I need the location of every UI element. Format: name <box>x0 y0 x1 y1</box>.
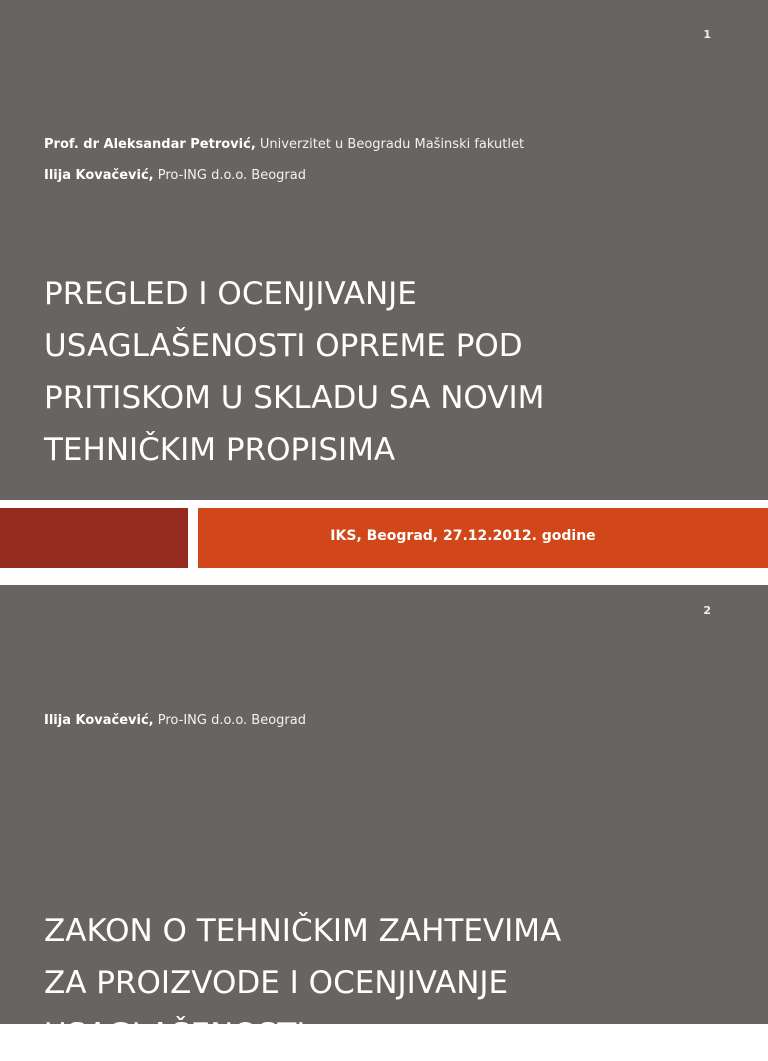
author-affiliation: Pro-ING d.o.o. Beograd <box>153 168 306 183</box>
slide-number: 2 <box>703 604 711 617</box>
slide-2 <box>0 585 768 1053</box>
slide-number: 1 <box>703 28 711 41</box>
author-line-1 <box>44 137 524 152</box>
author-affiliation: Pro-ING d.o.o. Beograd <box>153 713 306 728</box>
footer-band-accent <box>0 508 188 568</box>
slide-1 <box>0 0 768 500</box>
slide-title: ZAKON O TEHNIČKIM ZAHTEVIMA ZA PROIZVODE I OCENJIVANJE USAGLAŠENOSTI <box>44 913 562 1053</box>
author-affiliation: Univerzitet u Beogradu Mašinski fakutlet <box>255 137 525 152</box>
footer-band <box>198 508 768 568</box>
footer-event-text: IKS, Beograd, 27.12.2012. godine <box>330 528 596 544</box>
slide-title: PREGLED I OCENJIVANJE USAGLAŠENOSTI OPREME POD PRITISKOM U SKLADU SA NOVIM TEHNIČKIM PROPISIMA <box>44 276 545 468</box>
author-line-2 <box>44 168 306 183</box>
author-line-1 <box>44 713 306 728</box>
author-name: Prof. dr Aleksandar Petrović, <box>44 137 256 152</box>
author-name: Ilija Kovačević, <box>44 713 154 728</box>
author-name: Ilija Kovačević, <box>44 168 154 183</box>
